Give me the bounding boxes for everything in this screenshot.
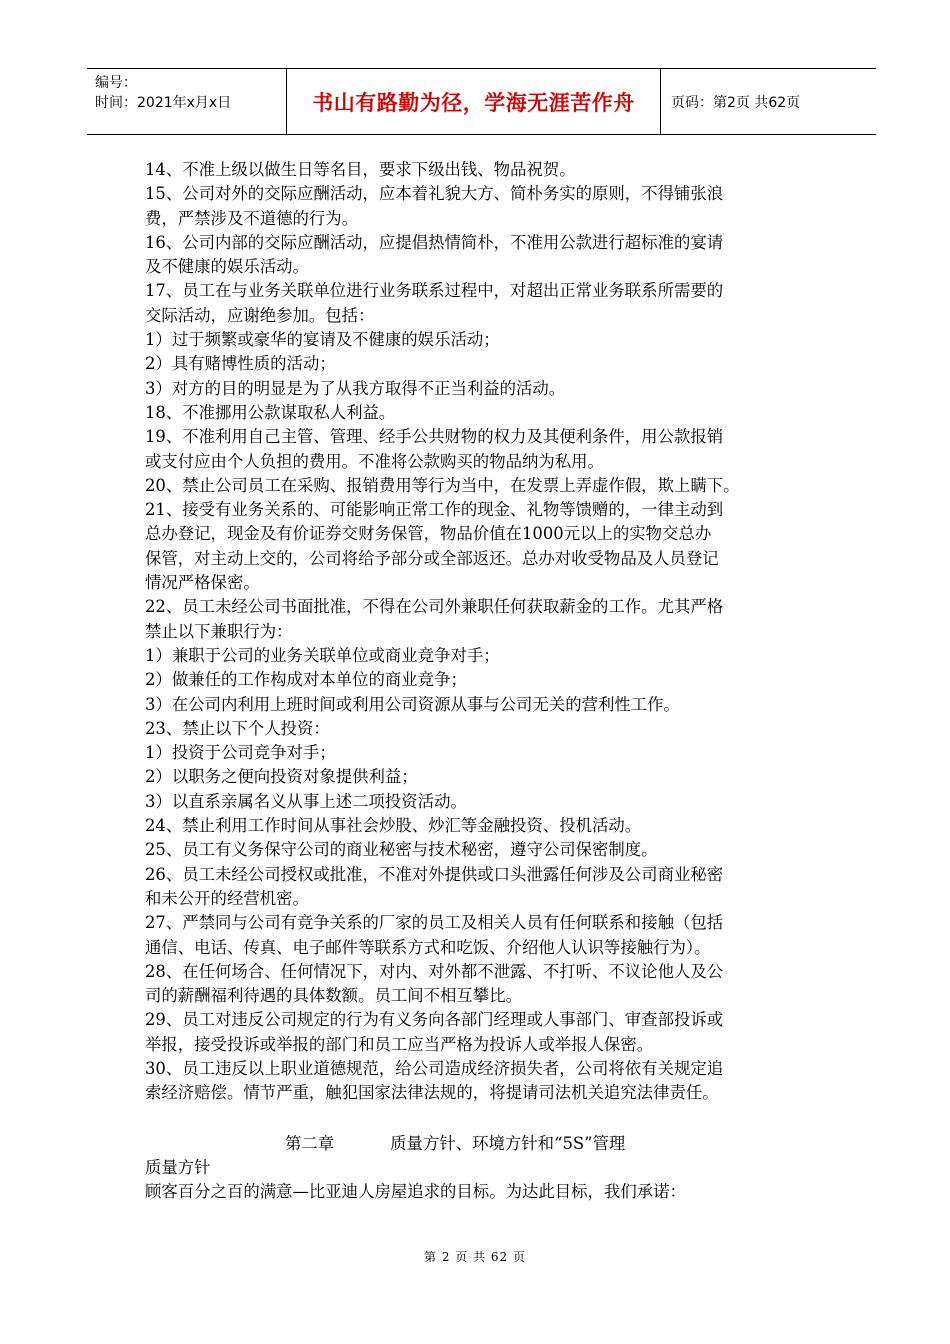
page-header bbox=[87, 68, 876, 135]
text-line: 30、员工违反以上职业道德规范，给公司造成经济损失者，公司将依有关规定追 bbox=[145, 1058, 724, 1078]
text-line: 司的薪酬福利待遇的具体数额。员工间不相互攀比。 bbox=[145, 986, 522, 1006]
text-line: 1）过于频繁或豪华的宴请及不健康的娱乐活动； bbox=[145, 330, 500, 350]
text-line: 27、严禁同与公司有竞争关系的厂家的员工及相关人员有任何联系和接触（包括 bbox=[145, 913, 724, 933]
text-line: 17、员工在与业务关联单位进行业务联系过程中，对超出正常业务联系所需要的 bbox=[145, 281, 724, 301]
text-line: 通信、电话、传真、电子邮件等联系方式和吃饭、介绍他人认识等接触行为）。 bbox=[145, 937, 711, 957]
text-line: 情况严格保密。 bbox=[145, 573, 260, 593]
text-line: 交际活动，应谢绝参加。包括： bbox=[145, 305, 375, 325]
text-line: 3）以直系亲属名义从事上述二项投资活动。 bbox=[145, 791, 467, 811]
text-line: 2）以职务之便向投资对象提供利益； bbox=[145, 767, 418, 787]
text-line: 3）对方的目的明显是为了从我方取得不正当利益的活动。 bbox=[145, 378, 566, 398]
text-line: 3）在公司内利用上班时间或利用公司资源从事与公司无关的营利性工作。 bbox=[145, 694, 680, 714]
text-line: 1）投资于公司竞争对手； bbox=[145, 743, 336, 763]
text-line: 24、禁止利用工作时间从事社会炒股、炒汇等金融投资、投机活动。 bbox=[145, 816, 642, 836]
text-line: 费，严禁涉及不道德的行为。 bbox=[145, 208, 359, 228]
text-line: 28、在任何场合、任何情况下，对内、对外都不泄露、不打听、不议论他人及公 bbox=[145, 961, 724, 981]
header-number: 编号： bbox=[95, 75, 137, 91]
text-line: 26、员工未经公司授权或批准，不准对外提供或口头泄露任何涉及公司商业秘密 bbox=[145, 864, 724, 884]
section-heading: 质量方针 bbox=[145, 1157, 211, 1177]
text-line: 禁止以下兼职行为： bbox=[145, 621, 293, 641]
header-meta bbox=[87, 69, 287, 134]
text-line: 及不健康的娱乐活动。 bbox=[145, 257, 309, 277]
text-line: 22、员工未经公司书面批准，不得在公司外兼职任何获取薪金的工作。尤其严格 bbox=[145, 597, 724, 617]
header-slogan: 书山有路勤为径，学海无涯苦作舟 bbox=[287, 69, 661, 134]
text-line: 2）做兼任的工作构成对本单位的商业竞争； bbox=[145, 670, 467, 690]
text-line: 总办登记，现金及有价证券交财务保管，物品价值在1000元以上的实物交总办 bbox=[145, 524, 712, 544]
text-line: 和未公开的经营机密。 bbox=[145, 888, 309, 908]
chapter-number: 第二章 bbox=[285, 1133, 335, 1153]
text-line: 14、不准上级以做生日等名目，要求下级出钱、物品祝贺。 bbox=[145, 160, 576, 179]
text-line: 18、不准挪用公款谋取私人利益。 bbox=[145, 402, 396, 422]
text-line: 2）具有赌博性质的活动； bbox=[145, 354, 336, 374]
text-line: 举报，接受投诉或举报的部门和员工应当严格为投诉人或举报人保密。 bbox=[145, 1034, 654, 1054]
text-line: 索经济赔偿。情节严重，触犯国家法律法规的，将提请司法机关追究法律责任。 bbox=[145, 1083, 719, 1103]
page-footer: 第 2 页 共 62 页 bbox=[424, 1250, 526, 1264]
text-line: 1）兼职于公司的业务关联单位或商业竞争对手； bbox=[145, 645, 500, 665]
text-line: 或支付应由个人负担的费用。不准将公款购买的物品纳为私用。 bbox=[145, 451, 604, 471]
chapter-title: 质量方针、环境方针和“5S”管理 bbox=[390, 1133, 626, 1153]
text-line: 25、员工有义务保守公司的商业秘密与技术秘密，遵守公司保密制度。 bbox=[145, 840, 658, 860]
header-time: 时间：2021年x月x日 bbox=[95, 95, 232, 111]
text-line: 顾客百分之百的满意—比亚迪人房屋追求的目标。为达此目标，我们承诺： bbox=[145, 1182, 686, 1202]
header-page-number: 页码：第2页 共62页 bbox=[671, 94, 801, 111]
chapter-heading bbox=[145, 1132, 835, 1156]
text-line: 16、公司内部的交际应酬活动，应提倡热情简朴，不准用公款进行超标准的宴请 bbox=[145, 232, 724, 252]
text-line: 20、禁止公司员工在采购、报销费用等行为当中，在发票上弄虚作假，欺上瞒下。 bbox=[145, 475, 740, 495]
text-line: 23、禁止以下个人投资： bbox=[145, 718, 330, 738]
text-line: 保管，对主动上交的，公司将给予部分或全部返还。总办对收受物品及人员登记 bbox=[145, 548, 719, 568]
text-line: 21、接受有业务关系的、可能影响正常工作的现金、礼物等馈赠的，一律主动到 bbox=[145, 500, 724, 520]
document-body bbox=[145, 158, 835, 1204]
text-line: 29、员工对违反公司规定的行为有义务向各部门经理或人事部门、审查部投诉或 bbox=[145, 1010, 724, 1030]
text-line: 15、公司对外的交际应酬活动，应本着礼貌大方、简朴务实的原则，不得铺张浪 bbox=[145, 184, 724, 204]
text-line: 19、不准利用自己主管、管理、经手公共财物的权力及其便利条件，用公款报销 bbox=[145, 427, 724, 447]
